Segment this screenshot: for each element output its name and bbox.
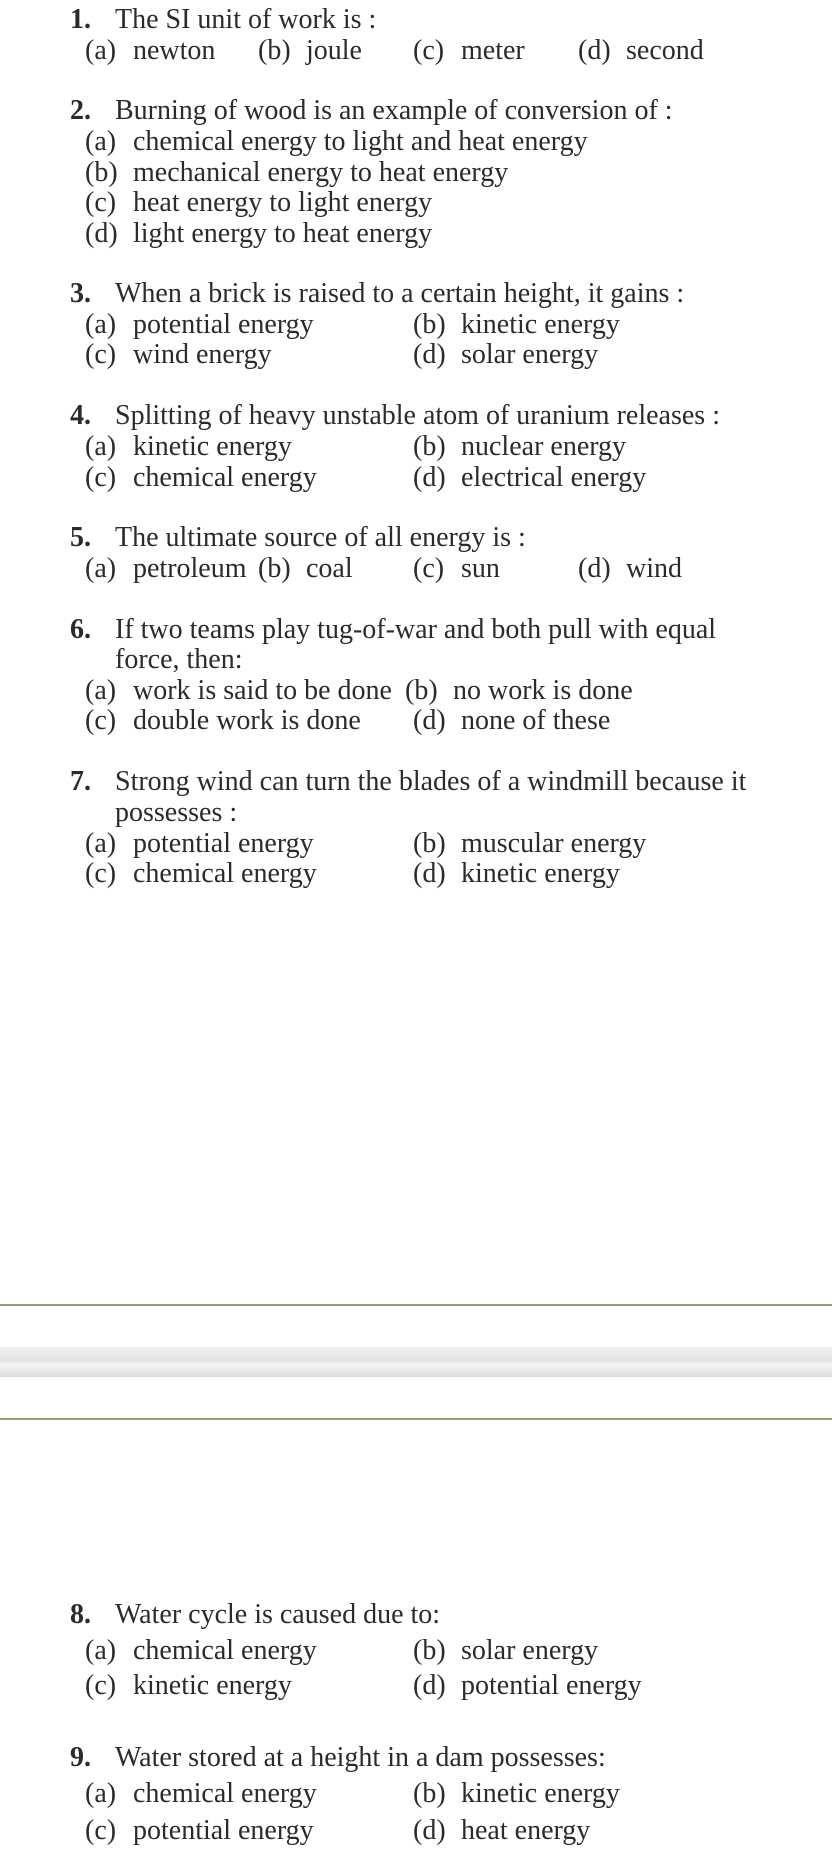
option-text: chemical energy to light and heat energy — [133, 126, 588, 157]
option-text: kinetic energy — [461, 858, 620, 889]
option-text: wind — [626, 553, 682, 584]
option-text: wind energy — [133, 339, 272, 370]
option-label: (a) — [85, 431, 117, 462]
option-text: mechanical energy to heat energy — [133, 157, 509, 188]
option-text: potential energy — [133, 1815, 314, 1846]
option-c[interactable] — [85, 856, 317, 892]
option-label: (d) — [413, 1815, 446, 1846]
question-text: The SI unit of work is : — [115, 4, 377, 35]
option-label: (b) — [413, 1778, 446, 1809]
option-text: potential energy — [133, 309, 314, 340]
option-text: joule — [306, 35, 362, 66]
option-c[interactable] — [413, 551, 500, 587]
option-c[interactable] — [85, 337, 272, 373]
option-label: (b) — [413, 1635, 446, 1666]
option-label: (a) — [85, 828, 117, 859]
option-c[interactable] — [413, 33, 525, 69]
option-b[interactable] — [413, 1776, 620, 1812]
page-break-band — [0, 1347, 832, 1377]
option-text: second — [626, 35, 704, 66]
option-text: nuclear energy — [461, 431, 627, 462]
option-b[interactable] — [413, 1633, 598, 1669]
option-d[interactable] — [413, 1668, 642, 1704]
option-label: (a) — [85, 35, 117, 66]
question-number: 8. — [70, 1599, 91, 1630]
question-text: The ultimate source of all energy is : — [115, 522, 526, 553]
option-label: (c) — [85, 858, 117, 889]
option-text: kinetic energy — [461, 1778, 620, 1809]
option-d[interactable] — [413, 460, 646, 496]
option-label: (a) — [85, 1778, 117, 1809]
option-label: (b) — [85, 157, 118, 188]
option-a[interactable] — [85, 33, 215, 69]
question-text-line-2: force, then: — [115, 644, 243, 675]
page-divider-bottom — [0, 1418, 832, 1420]
option-d[interactable] — [413, 856, 620, 892]
question-number: 6. — [70, 614, 91, 645]
option-text: potential energy — [461, 1670, 642, 1701]
option-label: (c) — [85, 1815, 117, 1846]
option-text: newton — [133, 35, 216, 66]
option-c[interactable] — [85, 460, 317, 496]
option-label: (b) — [258, 35, 291, 66]
option-text: petroleum — [133, 553, 247, 584]
option-label: (d) — [413, 705, 446, 736]
option-label: (c) — [85, 1670, 117, 1701]
question-number: 2. — [70, 95, 91, 126]
question-text-line-2: possesses : — [115, 797, 238, 828]
option-label: (d) — [413, 339, 446, 370]
option-b[interactable] — [258, 33, 362, 69]
option-c[interactable] — [85, 1813, 314, 1849]
question-text: When a brick is raised to a certain height, it gains : — [115, 278, 685, 309]
question-number: 1. — [70, 4, 91, 35]
option-a[interactable] — [85, 1633, 317, 1669]
option-label: (c) — [85, 462, 117, 493]
option-a[interactable] — [85, 1776, 317, 1812]
option-text: muscular energy — [461, 828, 647, 859]
option-label: (a) — [85, 553, 117, 584]
option-label: (d) — [413, 462, 446, 493]
option-text: light energy to heat energy — [133, 218, 433, 249]
option-text: no work is done — [453, 675, 633, 706]
option-d[interactable] — [85, 216, 432, 252]
option-label: (c) — [413, 553, 445, 584]
question-number: 3. — [70, 278, 91, 309]
option-label: (d) — [85, 218, 118, 249]
option-label: (a) — [85, 126, 117, 157]
option-label: (c) — [413, 35, 445, 66]
option-label: (b) — [405, 675, 438, 706]
option-label: (d) — [578, 553, 611, 584]
option-text: electrical energy — [461, 462, 647, 493]
option-text: solar energy — [461, 1635, 599, 1666]
option-text: chemical energy — [133, 462, 317, 493]
option-d[interactable] — [578, 33, 704, 69]
option-text: heat energy to light energy — [133, 187, 433, 218]
option-text: none of these — [461, 705, 611, 736]
option-d[interactable] — [413, 1813, 590, 1849]
question-text: Water stored at a height in a dam possesses: — [115, 1742, 606, 1773]
option-text: double work is done — [133, 705, 361, 736]
question-text-line-1: If two teams play tug-of-war and both pull with equal — [115, 614, 717, 645]
option-text: kinetic energy — [133, 431, 292, 462]
option-label: (b) — [413, 431, 446, 462]
option-d[interactable] — [578, 551, 682, 587]
option-d[interactable] — [413, 703, 610, 739]
option-label: (c) — [85, 705, 117, 736]
option-label: (a) — [85, 309, 117, 340]
option-text: sun — [461, 553, 500, 584]
page-divider-top — [0, 1304, 832, 1306]
option-c[interactable] — [85, 1668, 292, 1704]
option-label: (b) — [413, 309, 446, 340]
option-label: (c) — [85, 339, 117, 370]
option-text: meter — [461, 35, 525, 66]
question-text: Splitting of heavy unstable atom of uranium releases : — [115, 400, 720, 431]
option-text: kinetic energy — [133, 1670, 292, 1701]
option-label: (a) — [85, 675, 117, 706]
option-text: chemical energy — [133, 1778, 317, 1809]
option-text: potential energy — [133, 828, 314, 859]
question-number: 9. — [70, 1742, 91, 1773]
option-c[interactable] — [85, 703, 361, 739]
option-d[interactable] — [413, 337, 598, 373]
option-label: (b) — [413, 828, 446, 859]
option-label: (b) — [258, 553, 291, 584]
option-text: heat energy — [461, 1815, 591, 1846]
question-number: 4. — [70, 400, 91, 431]
option-label: (a) — [85, 1635, 117, 1666]
option-b[interactable] — [258, 551, 353, 587]
question-number: 5. — [70, 522, 91, 553]
question-text: Water cycle is caused due to: — [115, 1599, 441, 1630]
option-label: (d) — [413, 858, 446, 889]
option-label: (d) — [413, 1670, 446, 1701]
option-text: kinetic energy — [461, 309, 620, 340]
option-text: solar energy — [461, 339, 599, 370]
option-label: (d) — [578, 35, 611, 66]
option-a[interactable] — [85, 551, 247, 587]
option-text: chemical energy — [133, 858, 317, 889]
option-text: coal — [306, 553, 353, 584]
question-number: 7. — [70, 766, 91, 797]
option-text: work is said to be done — [133, 675, 392, 706]
option-label: (c) — [85, 187, 117, 218]
question-text-line-1: Strong wind can turn the blades of a windmill because it — [115, 766, 747, 797]
question-text: Burning of wood is an example of conversion of : — [115, 95, 673, 126]
option-text: chemical energy — [133, 1635, 317, 1666]
